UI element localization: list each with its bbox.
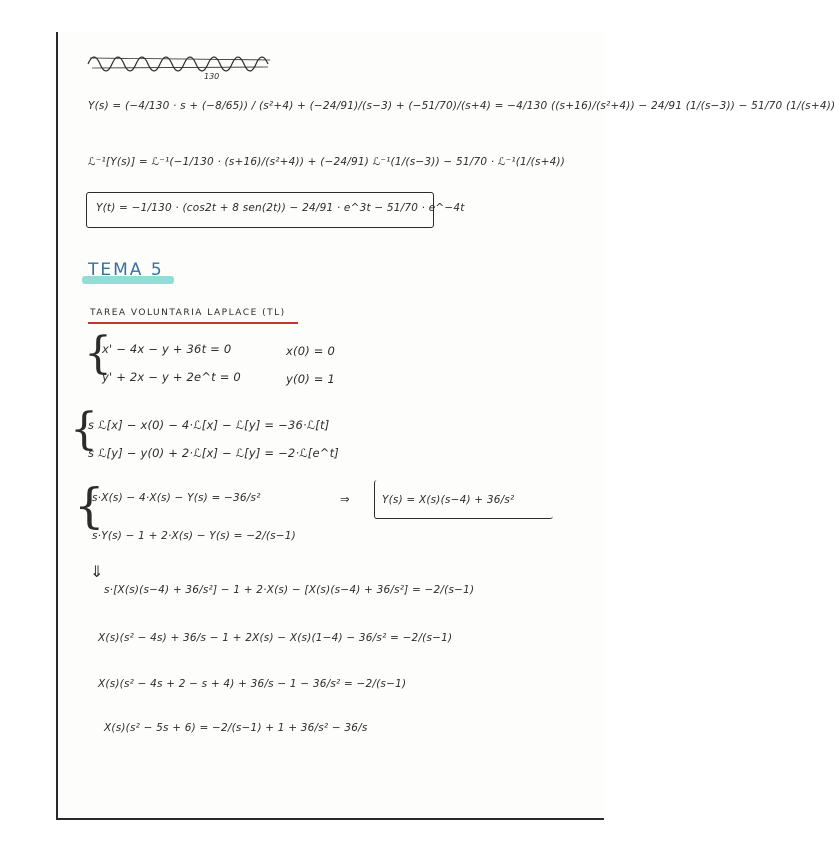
system3-eq1: s·X(s) − 4·X(s) − Y(s) = −36/s²: [92, 492, 261, 504]
system3-eq2: s·Y(s) − 1 + 2·X(s) − Y(s) = −2/(s−1): [92, 530, 296, 542]
assignment-underline: [88, 322, 298, 324]
substitution-step-4: X(s)(s² − 5s + 6) = −2/(s−1) + 1 + 36/s² − 36/s: [104, 722, 368, 734]
system1-eq1: x' − 4x − y + 36t = 0: [102, 342, 232, 356]
implies-arrow: ⇒: [340, 492, 350, 506]
scribble-number: 130: [204, 72, 220, 81]
y-expression: Y(s) = X(s)(s−4) + 36/s²: [382, 494, 515, 506]
inverse-laplace: ℒ⁻¹[Y(s)] = ℒ⁻¹(−1/130 · (s+16)/(s²+4)) + (−24/91) ℒ⁻¹(1/(s−3)) − 51/70 · ℒ⁻¹(1/(s+4)): [88, 156, 566, 168]
notebook-page: [56, 32, 835, 820]
system1-eq2: y' + 2x − y + 2e^t = 0: [102, 370, 241, 384]
scratched-scribble: [86, 44, 286, 80]
system1-ic2: y(0) = 1: [286, 372, 335, 386]
system1-ic1: x(0) = 0: [286, 344, 335, 358]
substitution-step-3: X(s)(s² − 4s + 2 − s + 4) + 36/s − 1 − 36/s² = −2/(s−1): [98, 678, 407, 690]
down-arrow: ⇓: [90, 562, 104, 581]
system1-brace: {: [84, 328, 112, 379]
substitution-step-2: X(s)(s² − 4s) + 36/s − 1 + 2X(s) − X(s)(1−4) − 36/s² = −2/(s−1): [98, 632, 453, 644]
ys-partial-fractions: Y(s) = (−4/130 · s + (−8/65)) / (s²+4) + (−24/91)/(s−3) + (−51/70)/(s+4) = −4/130 ((s+16)/(s²+4)) − 24/91 (1/(s−3)) − 51/70 (1/(s+4)): [88, 100, 835, 112]
system2-eq2: s ℒ[y] − y(0) + 2·ℒ[x] − ℒ[y] = −2·ℒ[e^t]: [88, 446, 339, 460]
substitution-step-1: s·[X(s)(s−4) + 36/s²] − 1 + 2·X(s) − [X(s)(s−4) + 36/s²] = −2/(s−1): [104, 584, 475, 596]
system2-brace: {: [70, 404, 98, 455]
result-equation: Y(t) = −1/130 · (cos2t + 8 sen(2t)) − 24/91 · e^3t − 51/70 · e^−4t: [96, 202, 465, 214]
section-heading: TEMA 5: [88, 260, 164, 280]
system2-eq1: s ℒ[x] − x(0) − 4·ℒ[x] − ℒ[y] = −36·ℒ[t]: [88, 418, 330, 432]
assignment-title: TAREA VOLUNTARIA LAPLACE (TL): [90, 308, 286, 318]
system3-brace: {: [74, 478, 105, 534]
